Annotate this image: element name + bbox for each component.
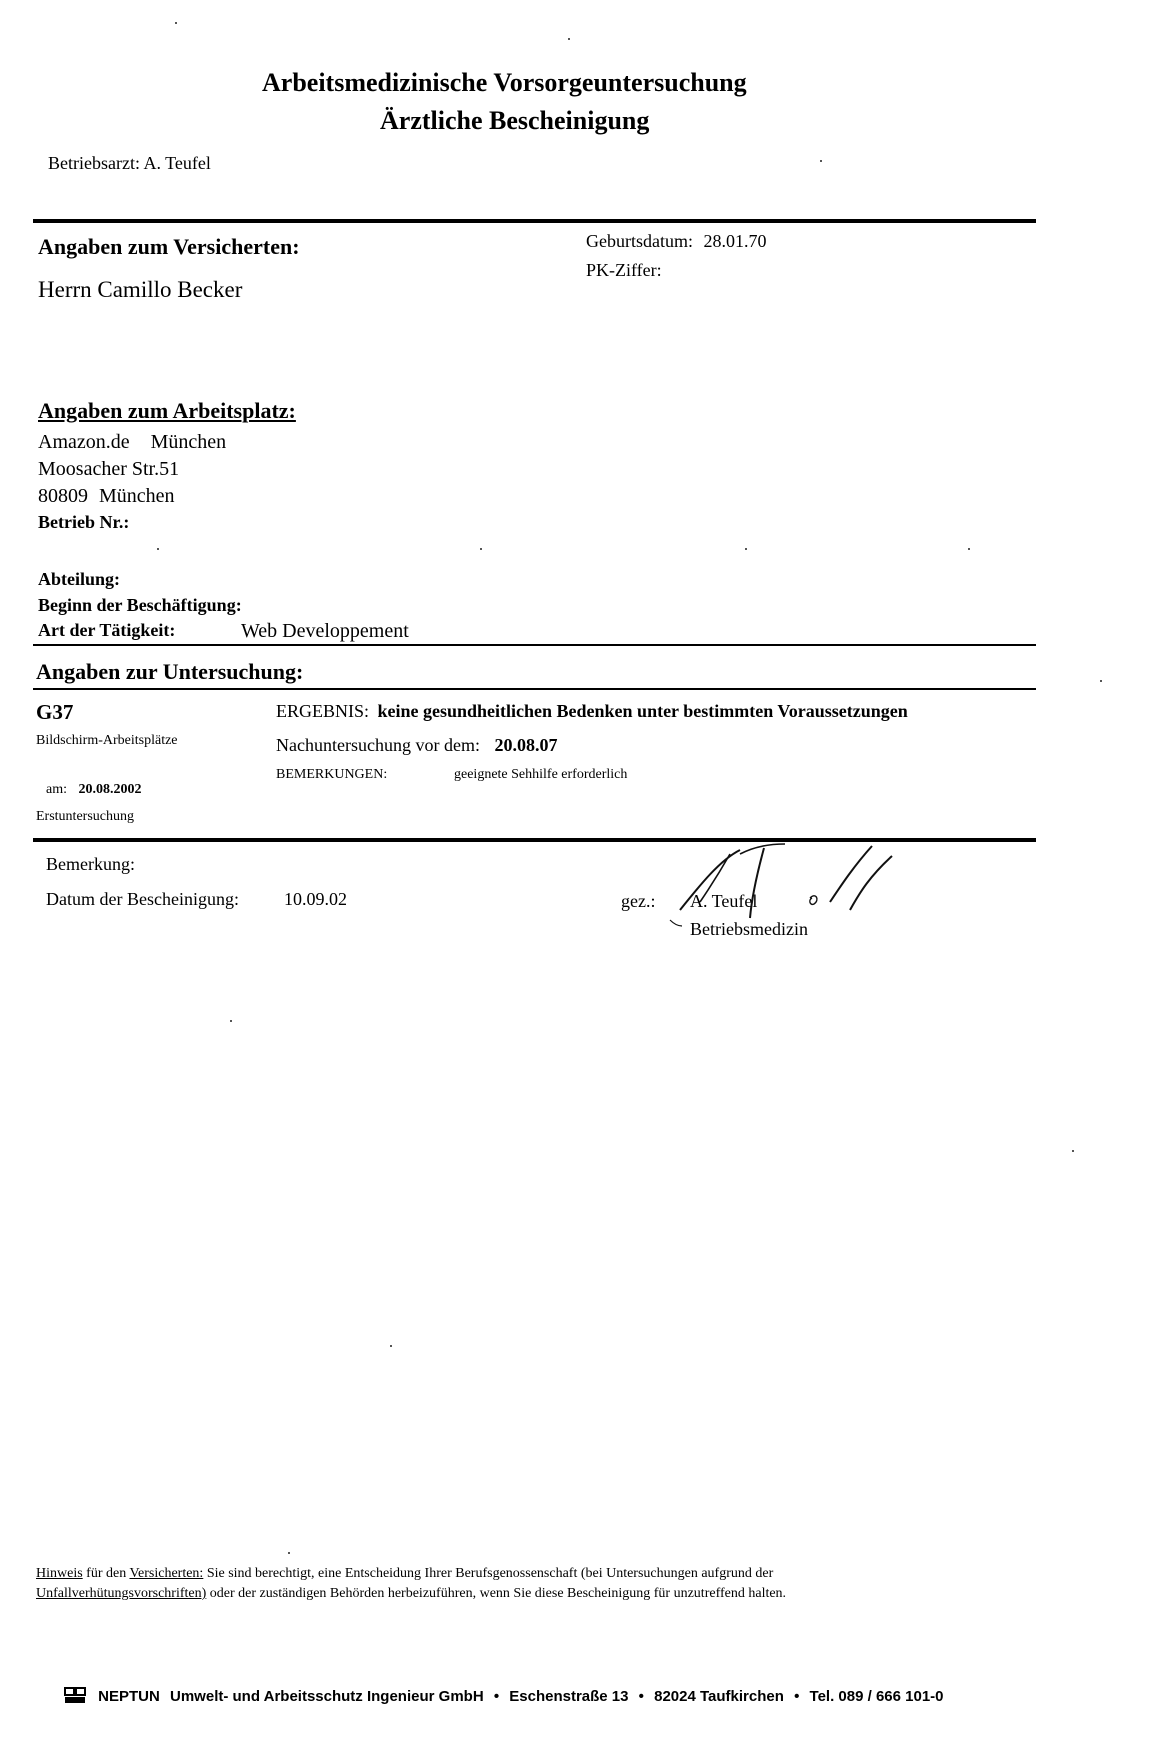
company-phone: Tel. 089 / 666 101-0	[809, 1688, 944, 1705]
notice-versicherten: Versicherten:	[129, 1566, 204, 1581]
scan-speck	[968, 548, 970, 550]
doctor-name: A. Teufel	[143, 153, 211, 173]
bullet: •	[638, 1688, 644, 1705]
bullet: •	[794, 1688, 800, 1705]
certificate-date	[46, 889, 347, 910]
workplace-zip: 80809	[38, 485, 88, 507]
workplace-zip-city	[38, 485, 175, 508]
certificate-date-label: Datum der Bescheinigung:	[46, 889, 239, 909]
abteilung-label: Abteilung:	[38, 569, 121, 589]
notice-uvv: Unfallverhütungsvorschriften)	[36, 1586, 207, 1601]
scan-speck	[288, 1552, 290, 1554]
company-name: Amazon.de	[38, 431, 130, 453]
document-title: Arbeitsmedizinische Vorsorgeuntersuchung	[262, 68, 747, 97]
neptun-logo-icon	[64, 1687, 88, 1703]
scan-speck	[157, 548, 159, 550]
signed-role: Betriebsmedizin	[690, 919, 808, 939]
birthdate	[586, 231, 766, 252]
exam-type: Erstuntersuchung	[36, 809, 134, 824]
scan-speck	[175, 22, 177, 24]
company-name: NEPTUN	[98, 1688, 160, 1705]
followup-value: 20.08.07	[494, 735, 558, 755]
certificate-date-value: 10.09.02	[284, 889, 347, 909]
notice-text-1: Sie sind berechtigt, eine Entscheidung Ihrer Berufsgenossenschaft (bei Untersuchungen aufgrund der	[206, 1566, 774, 1581]
insured-heading: Angaben zum Versicherten:	[38, 234, 300, 259]
beginn-label: Beginn der Beschäftigung:	[38, 595, 242, 615]
exam-code-desc: Bildschirm-Arbeitsplätze	[36, 733, 178, 748]
betrieb-label: Betrieb Nr.:	[38, 512, 130, 532]
notice-text-2: oder der zuständigen Behörden herbeizuführen, wenn Sie diese Bescheinigung für unzutreffend halten.	[209, 1586, 787, 1601]
examination-heading: Angaben zur Untersuchung:	[36, 659, 304, 684]
remarks-value: geeignete Sehhilfe erforderlich	[454, 767, 628, 782]
company-footer	[64, 1688, 944, 1705]
scan-speck	[390, 1345, 392, 1347]
remarks-label: BEMERKUNGEN:	[276, 767, 388, 782]
company-city: München	[150, 431, 227, 453]
pk-ziffer-label: PK-Ziffer:	[586, 260, 662, 280]
result-value: keine gesundheitlichen Bedenken unter bestimmten Voraussetzungen	[377, 701, 908, 721]
company-doctor	[48, 153, 211, 174]
birthdate-label: Geburtsdatum:	[586, 231, 693, 251]
scan-speck	[568, 38, 570, 40]
workplace-heading: Angaben zum Arbeitsplatz:	[38, 398, 296, 423]
company-city: 82024 Taufkirchen	[654, 1688, 784, 1705]
notice-hinweis: Hinweis	[36, 1566, 83, 1581]
signature	[660, 840, 910, 940]
workplace-city: München	[99, 485, 175, 507]
exam-date-value: 20.08.2002	[78, 782, 142, 797]
scan-speck	[1100, 680, 1102, 682]
notice-line-1	[36, 1566, 773, 1582]
divider	[33, 688, 1036, 690]
notice-line-2	[36, 1586, 786, 1602]
exam-result	[276, 701, 908, 722]
notice-fuer-den: für den	[86, 1566, 127, 1581]
scan-speck	[1072, 1150, 1074, 1152]
company-desc: Umwelt- und Arbeitsschutz Ingenieur GmbH	[170, 1688, 484, 1705]
result-label: ERGEBNIS:	[276, 701, 370, 721]
art-value: Web Developpement	[241, 620, 409, 642]
workplace-street: Moosacher Str.51	[38, 458, 180, 480]
exam-date	[46, 782, 142, 798]
doctor-label: Betriebsarzt:	[48, 153, 140, 173]
divider	[33, 219, 1036, 223]
bullet: •	[493, 1688, 500, 1705]
followup	[276, 735, 557, 756]
signed-label: gez.:	[621, 891, 656, 911]
document-subtitle: Ärztliche Bescheinigung	[380, 106, 650, 135]
bemerkung-label: Bemerkung:	[46, 854, 135, 874]
followup-label: Nachuntersuchung vor dem:	[276, 735, 480, 755]
scan-speck	[230, 1020, 232, 1022]
art-label: Art der Tätigkeit:	[38, 620, 176, 640]
remarks	[276, 767, 628, 783]
scan-speck	[820, 160, 822, 162]
art-taetigkeit	[38, 620, 409, 642]
scan-speck	[745, 548, 747, 550]
company-street: Eschenstraße 13	[509, 1688, 629, 1705]
insured-name: Herrn Camillo Becker	[38, 277, 243, 302]
birthdate-value: 28.01.70	[703, 231, 767, 251]
signed-name: A. Teufel	[690, 891, 758, 911]
divider	[33, 644, 1036, 646]
scan-speck	[480, 548, 482, 550]
exam-code: G37	[36, 700, 74, 724]
exam-date-label: am:	[46, 782, 67, 797]
workplace-company	[38, 431, 226, 454]
